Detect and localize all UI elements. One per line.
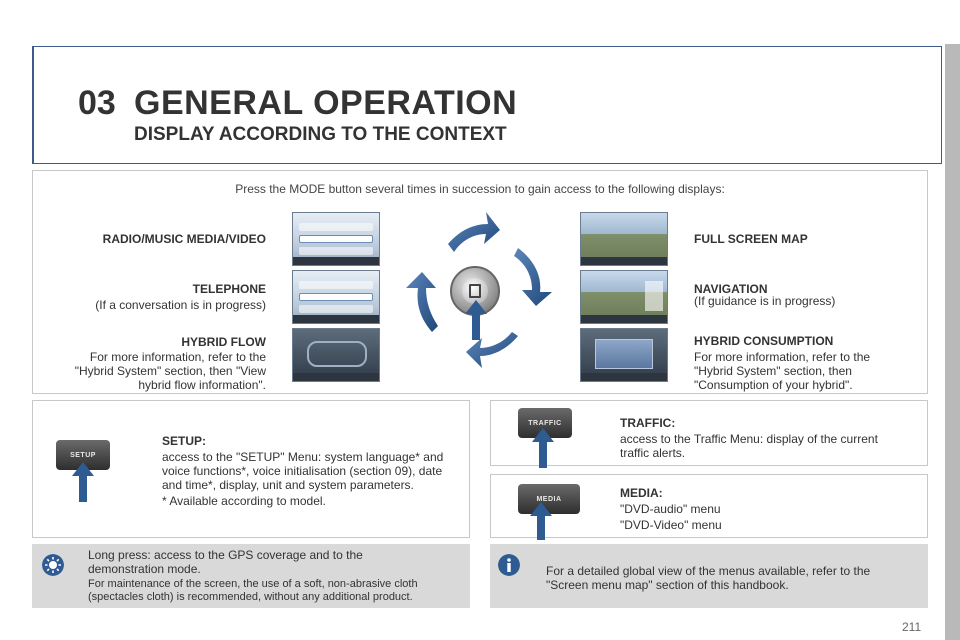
media-title: MEDIA:: [620, 486, 663, 500]
intro-text: Press the MODE button several times in succession to gain access to the following displays:: [235, 182, 725, 196]
media-pointer-icon: [530, 502, 552, 540]
screen-hybrid-consumption-thumbnail: [580, 328, 668, 382]
setup-button[interactable]: SETUP: [56, 440, 110, 470]
mode-hybrid-consumption-text: For more information, refer to the "Hybrid System" section, then "Consumption of your hybrid".: [694, 350, 871, 392]
screen-full-map-thumbnail: [580, 212, 668, 266]
screen-radio-thumbnail: [292, 212, 380, 266]
mode-hybrid-flow-title: HYBRID FLOW: [181, 335, 266, 349]
info-text: For a detailed global view of the menus available, refer to the "Screen menu map" section of this handbook.: [546, 564, 871, 592]
tip-line-2: For maintenance of the screen, the use of a soft, non-abrasive cloth (spectacles cloth) is recommended, without any additional product.: [88, 578, 418, 603]
mode-telephone-title: TELEPHONE: [192, 282, 266, 296]
screen-hybrid-flow-thumbnail: [292, 328, 380, 382]
traffic-title: TRAFFIC:: [620, 416, 676, 430]
mode-full-map-title: FULL SCREEN MAP: [694, 232, 808, 246]
info-icon: [498, 554, 520, 576]
mode-hybrid-consumption-title: HYBRID CONSUMPTION: [694, 334, 834, 348]
sun-icon: [42, 554, 64, 576]
setup-pointer-icon: [72, 462, 94, 502]
page-title: GENERAL OPERATION: [134, 84, 518, 122]
mode-navigation-text: (If guidance is in progress): [694, 294, 836, 308]
media-button[interactable]: MEDIA: [518, 484, 580, 514]
traffic-button[interactable]: TRAFFIC: [518, 408, 572, 438]
chapter-number: 03: [78, 84, 116, 122]
page-edge-bar: [945, 44, 960, 640]
mode-radio-title: RADIO/MUSIC MEDIA/VIDEO: [102, 232, 266, 246]
setup-note: * Available according to model.: [162, 494, 326, 508]
media-item-dvd-audio: "DVD-audio" menu: [620, 502, 721, 516]
screen-telephone-thumbnail: [292, 270, 380, 324]
page-subtitle: DISPLAY ACCORDING TO THE CONTEXT: [134, 124, 507, 145]
mode-navigation-title: NAVIGATION: [694, 282, 768, 296]
knob-pointer-icon: [465, 300, 487, 340]
media-item-dvd-video: "DVD-Video" menu: [620, 518, 722, 532]
traffic-text: access to the Traffic Menu: display of the current traffic alerts.: [620, 432, 878, 460]
setup-title: SETUP:: [162, 434, 207, 448]
page-number: 211: [902, 620, 922, 634]
mode-hybrid-flow-text: For more information, refer to the "Hybrid System" section, then "View hybrid flow information".: [74, 350, 266, 392]
tip-line-1: Long press: access to the GPS coverage and to the demonstration mode.: [88, 548, 363, 576]
traffic-pointer-icon: [532, 428, 554, 468]
screen-navigation-thumbnail: [580, 270, 668, 324]
mode-telephone-text: (If a conversation is in progress): [95, 298, 266, 312]
setup-text: access to the "SETUP" Menu: system language* and voice functions*, voice initialisation (section 09), date and time*, display, unit and system parameters.: [162, 450, 444, 492]
